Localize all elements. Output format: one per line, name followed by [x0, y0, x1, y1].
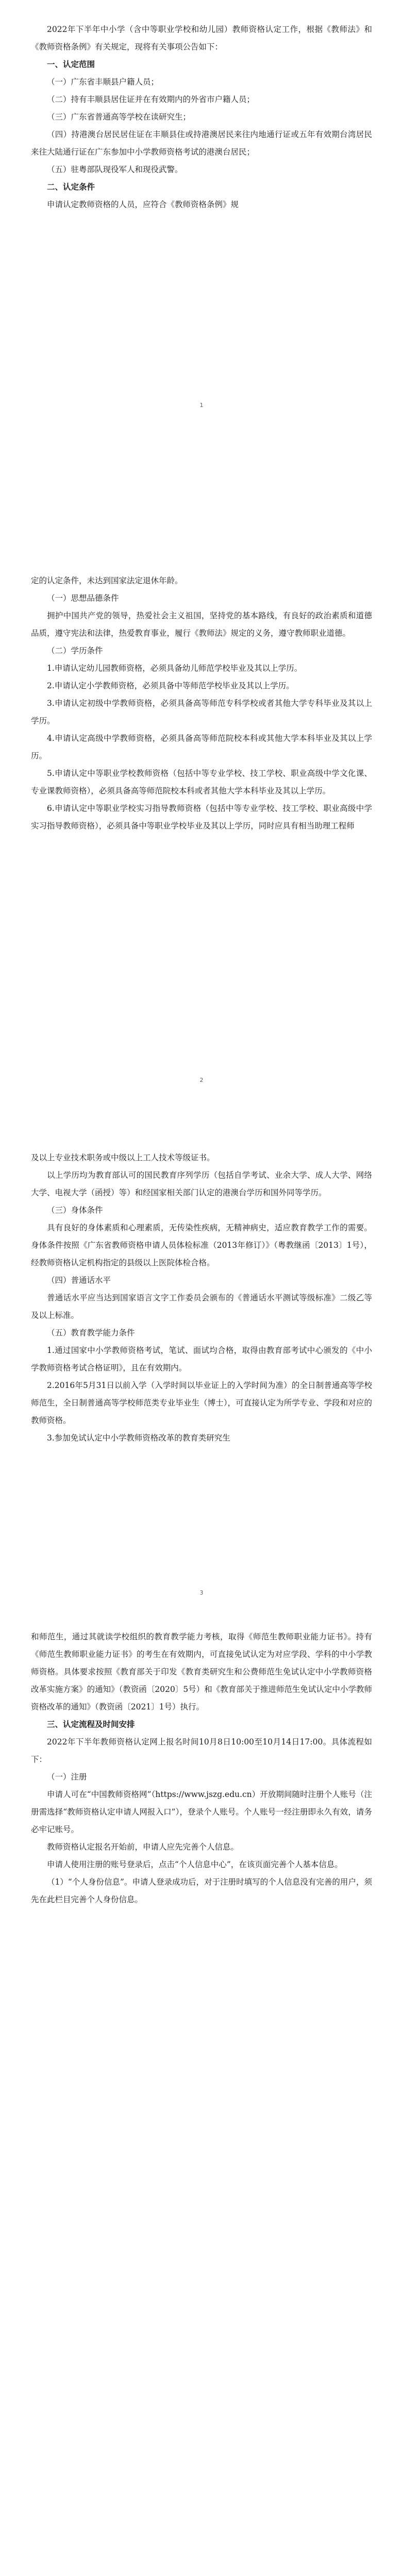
- list-item: 2.2016年5月31日以前入学（入学时间以毕业证上的入学时间为准）的全日制普通高等学校师范生，全日制普通高等学校师范类专业毕业生（博士），可直接认定为所学专业、学段和对应的教师资格。: [31, 1381, 372, 1425]
- paragraph: 定的认定条件，未达到国家法定退休年龄。: [31, 576, 183, 585]
- list-item: 3.参加免试认定中小学教师资格改革的教育类研究生: [47, 1433, 230, 1443]
- page-2-text-upper: [31, 572, 372, 835]
- paragraph: （三）广东省普通高等学校在读研究生；: [47, 112, 191, 122]
- paragraph: 教师资格认定报名开始前，申请人应先完善个人信息。: [47, 1842, 239, 1852]
- subheading-education: （二）学历条件: [47, 646, 103, 655]
- paragraph: （一）广东省丰顺县户籍人员；: [47, 77, 159, 87]
- paragraph: 和师范生，通过其就读学校组织的教育教学能力考核，取得《师范生教师职业能力证书》。持有《师范生教师职业能力证书》的考生在有效期内，可直接免试认定为对应学段、学科的中小学教师资格。具体要求按照《教育部关于印发《教育类研究生和公费师范生免试认定中小学教师资格改革实施方案》的通知》（教资函〔2020〕5号）和《教育部关于推进师范生免试认定中小学教师资格改革的通知》（教资函〔2021〕1号）执行。: [31, 1632, 372, 1711]
- list-item: 4.申请认定高级中学教师资格，必须具备高等师范院校本科或其他大学本科毕业及其以上学历。: [31, 734, 372, 760]
- section-heading-process: 三、认定流程及时间安排: [47, 1720, 135, 1729]
- document-page-1: [0, 0, 403, 556]
- section-heading-scope: 一、认定范围: [47, 60, 95, 69]
- document-page-2: [0, 556, 403, 1618]
- paragraph: 拥护中国共产党的领导，热爱社会主义祖国，坚持党的基本路线，有良好的政治素质和道德品质，遵守宪法和法律，热爱教育事业，履行《教师法》规定的义务，遵守教师职业道德。: [31, 611, 372, 638]
- page-number: 2: [199, 1077, 204, 1083]
- paragraph: 及以上专业技术职务或中级以上工人技术等级证书。: [31, 1153, 215, 1162]
- paragraph: 以上学历均为教育部认可的国民教育序列学历（包括自学考试、业余大学、成人大学、网络大学、电视大学（函授）等）和经国家相关部门认定的港澳台学历和国外同等学历。: [31, 1171, 372, 1197]
- paragraph: （四）持港澳台居民居住证在丰顺县住或持港澳居民来往内地通行证或五年有效期台湾居民来往大陆通行证在广东参加中小学教师资格考试的港澳台居民；: [31, 130, 372, 157]
- paragraph: 普通话水平应当达到国家语言文字工作委员会颁布的《普通话水平测试等级标准》二级乙等及以上标准。: [31, 1293, 372, 1320]
- page-number: 1: [199, 402, 204, 409]
- list-item: 6.申请认定中等职业学校实习指导教师资格（包括中等专业学校、技工学校、职业高级中学实习指导教师资格），必须具备中等职业学校毕业及其以上学历，同时应具有相当助理工程师: [31, 804, 372, 831]
- paragraph: 具有良好的身体素质和心理素质，无传染性疾病，无精神病史，适应教育教学工作的需要。身体条件按照《广东省教师资格申请人员体检标准（2013年修订）》（粤教继函〔2013〕1号），经教师资格认定机构指定的县级以上医院体检合格。: [31, 1223, 372, 1267]
- list-item: 5.申请认定中等职业学校教师资格（包括中等专业学校、技工学校、职业高级中学文化课、专业课教师资格），必须具备高等师范院校本科或者其他大学本科毕业及其以上学历。: [31, 769, 372, 795]
- intro-paragraph: 2022年下半年中小学（含中等职业学校和幼儿园）教师资格认定工作，根据《教师法》和《教师资格条例》有关规定，现将有关事项公告如下：: [31, 25, 372, 52]
- paragraph: （二）持有丰顺县居住证并在有效期内的外省市户籍人员；: [47, 95, 255, 104]
- paragraph: 申请认定教师资格的人员，应符合《教师资格条例》规: [47, 200, 239, 209]
- page-number: 3: [199, 1589, 204, 1596]
- list-item: 3.申请认定初级中学教师资格，必须具备高等师范专科学校或者其他大学专科毕业及其以上学历。: [31, 699, 372, 725]
- list-item: 2.申请认定小学教师资格，必须具备中等师范学校毕业及其以上学历。: [47, 681, 294, 690]
- subheading-teaching-ability: （五）教育教学能力条件: [47, 1328, 135, 1337]
- list-item: 1.申请认定幼儿园教师资格，必须具备幼儿师范学校毕业及其以上学历。: [47, 664, 303, 673]
- subheading-mandarin: （四）普通话水平: [47, 1276, 111, 1285]
- document-page-3: [0, 1618, 403, 2576]
- paragraph: （五）驻粤部队现役军人和现役武警。: [47, 165, 183, 174]
- list-item: 1.通过国家中小学教师资格考试，笔试、面试均合格，取得由教育部考试中心颁发的《中小学教师资格考试合格证明》，且在有效期内。: [31, 1346, 372, 1372]
- subheading-health: （三）身体条件: [47, 1206, 103, 1215]
- page-2-text-lower: [31, 1149, 372, 1447]
- page-1-text: [31, 21, 372, 213]
- subheading-register: （一）注册: [47, 1772, 87, 1782]
- paragraph: 申请人使用注册的账号登录后，点击“个人信息中心”，在该页面完善个人基本信息。: [47, 1860, 343, 1869]
- section-heading-conditions: 二、认定条件: [47, 182, 95, 192]
- paragraph-registration-link: 申请人可在“中国教师资格网”（https://www.jszg.edu.cn）开放期间随时注册个人账号（注册需选择“教师资格认定申请人网报入口”），登录个人账号。个人账号一经注册即永久有效，请务必牢记账号。: [31, 1790, 372, 1834]
- subheading-moral: （一）思想品德条件: [47, 594, 119, 603]
- page-3-text: [31, 1628, 372, 1908]
- paragraph: 2022年下半年教师资格认定网上报名时间10月8日10:00至10月14日17:00。具体流程如下：: [31, 1737, 372, 1764]
- paragraph: （1）“个人身份信息”。申请人登录成功后，对于注册时填写的个人信息没有完善的用户，须先在此栏目完善个人身份信息。: [31, 1877, 372, 1904]
